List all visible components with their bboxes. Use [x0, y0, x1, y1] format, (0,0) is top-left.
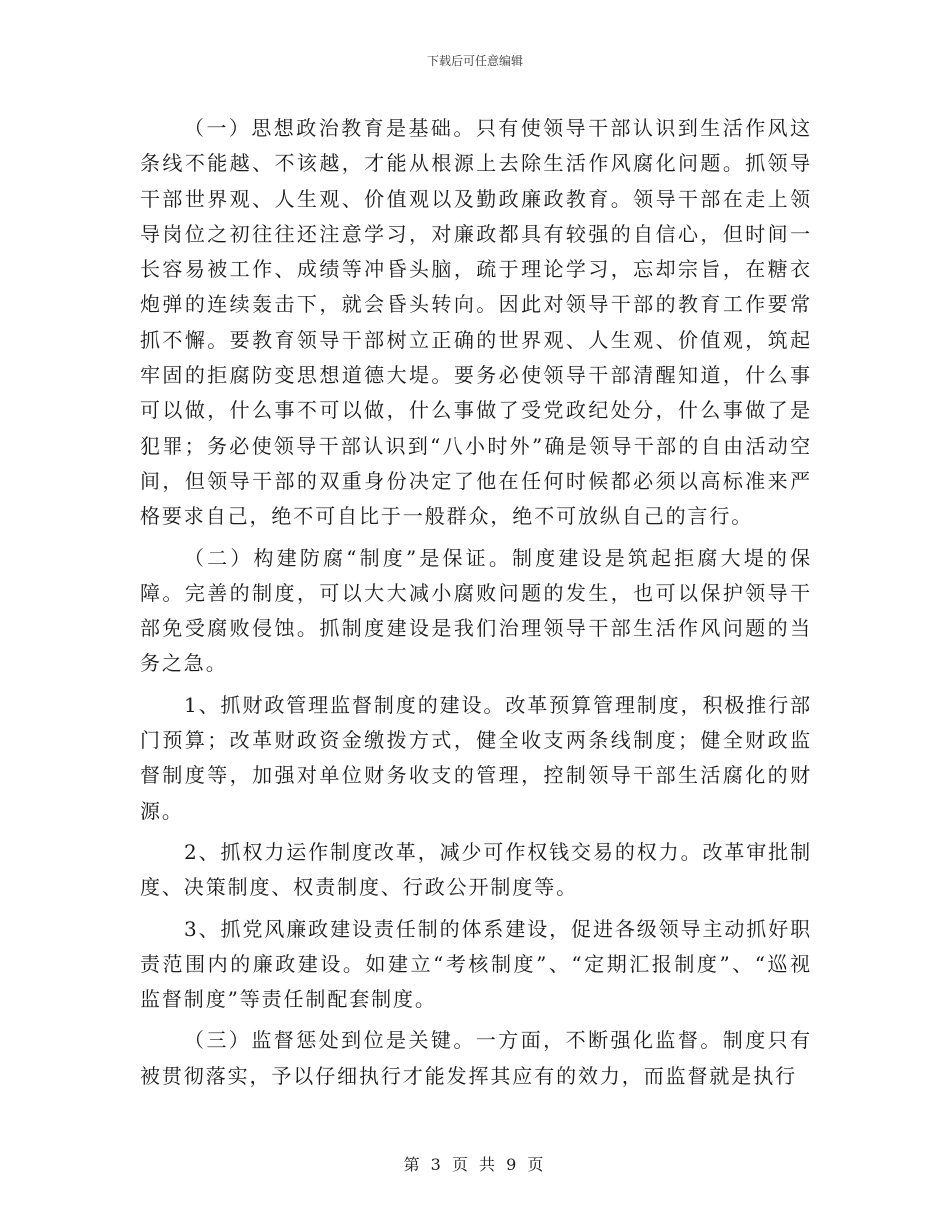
page-header: 下载后可任意编辑 — [426, 54, 523, 68]
paragraph-responsibility-system: 3、抓党风廉政建设责任制的体系建设，促进各级领导主动抓好职责范围内的廉政建设。如建立“考核制度”、“定期汇报制度”、“巡视监督制度”等责任制配套制度。 — [140, 916, 812, 1012]
paragraph-power-reform: 2、抓权力运作制度改革，减少可作权钱交易的权力。改革审批制度、决策制度、权责制度、行政公开制度等。 — [140, 839, 812, 900]
paragraph-supervision-punishment: （三）监督惩处到位是关键。一方面，不断强化监督。制度只有被贯彻落实，予以仔细执行才能发挥其应有的效力，而监督就是执行 — [140, 1028, 812, 1088]
paragraph-finance-supervision: 1、抓财政管理监督制度的建设。改革预算管理制度，积极推行部门预算；改革财政资金缴拨方式，健全收支两条线制度；健全财政监督制度等，加强对单位财务收支的管理，控制领导干部生活腐化的财源。 — [140, 692, 812, 823]
paragraph-thought-education: （一）思想政治教育是基础。只有使领导干部认识到生活作风这条线不能越、不该越，才能从根源上去除生活作风腐化问题。抓领导干部世界观、人生观、价值观以及勤政廉政教育。领导干部在走上领导岗位之初往往还注意学习，对廉政都具有较强的自信心，但时间一长容易被工作、成绩等冲昏头脑，疏于理论学习，忘却宗旨，在糖衣炮弹的连续轰击下，就会昏头转向。因此对领导干部的教育工作要常抓不懈。要教育领导干部树立正确的世界观、人生观、价值观，筑起牢固的拒腐防变思想道德大堤。要务必使领导干部清醒知道，什么事可以做，什么事不可以做，什么事做了受党政纪处分，什么事做了是犯罪；务必使领导干部认识到“八小时外”确是领导干部的自由活动空间，但领导干部的双重身份决定了他在任何时候都必须以高标准来严格要求自己，绝不可自比于一般群众，绝不可放纵自己的言行。 — [140, 116, 812, 529]
document-body — [140, 111, 812, 1094]
paragraph-anti-corruption-system: （二）构建防腐“制度”是保证。制度建设是筑起拒腐大堤的保障。完善的制度，可以大大减小腐败问题的发生，也可以保护领导干部免受腐败侵蚀。抓制度建设是我们治理领导干部生活作风问题的当务之急。 — [140, 545, 812, 676]
page-number: 第 3 页 共 9 页 — [403, 1155, 547, 1174]
